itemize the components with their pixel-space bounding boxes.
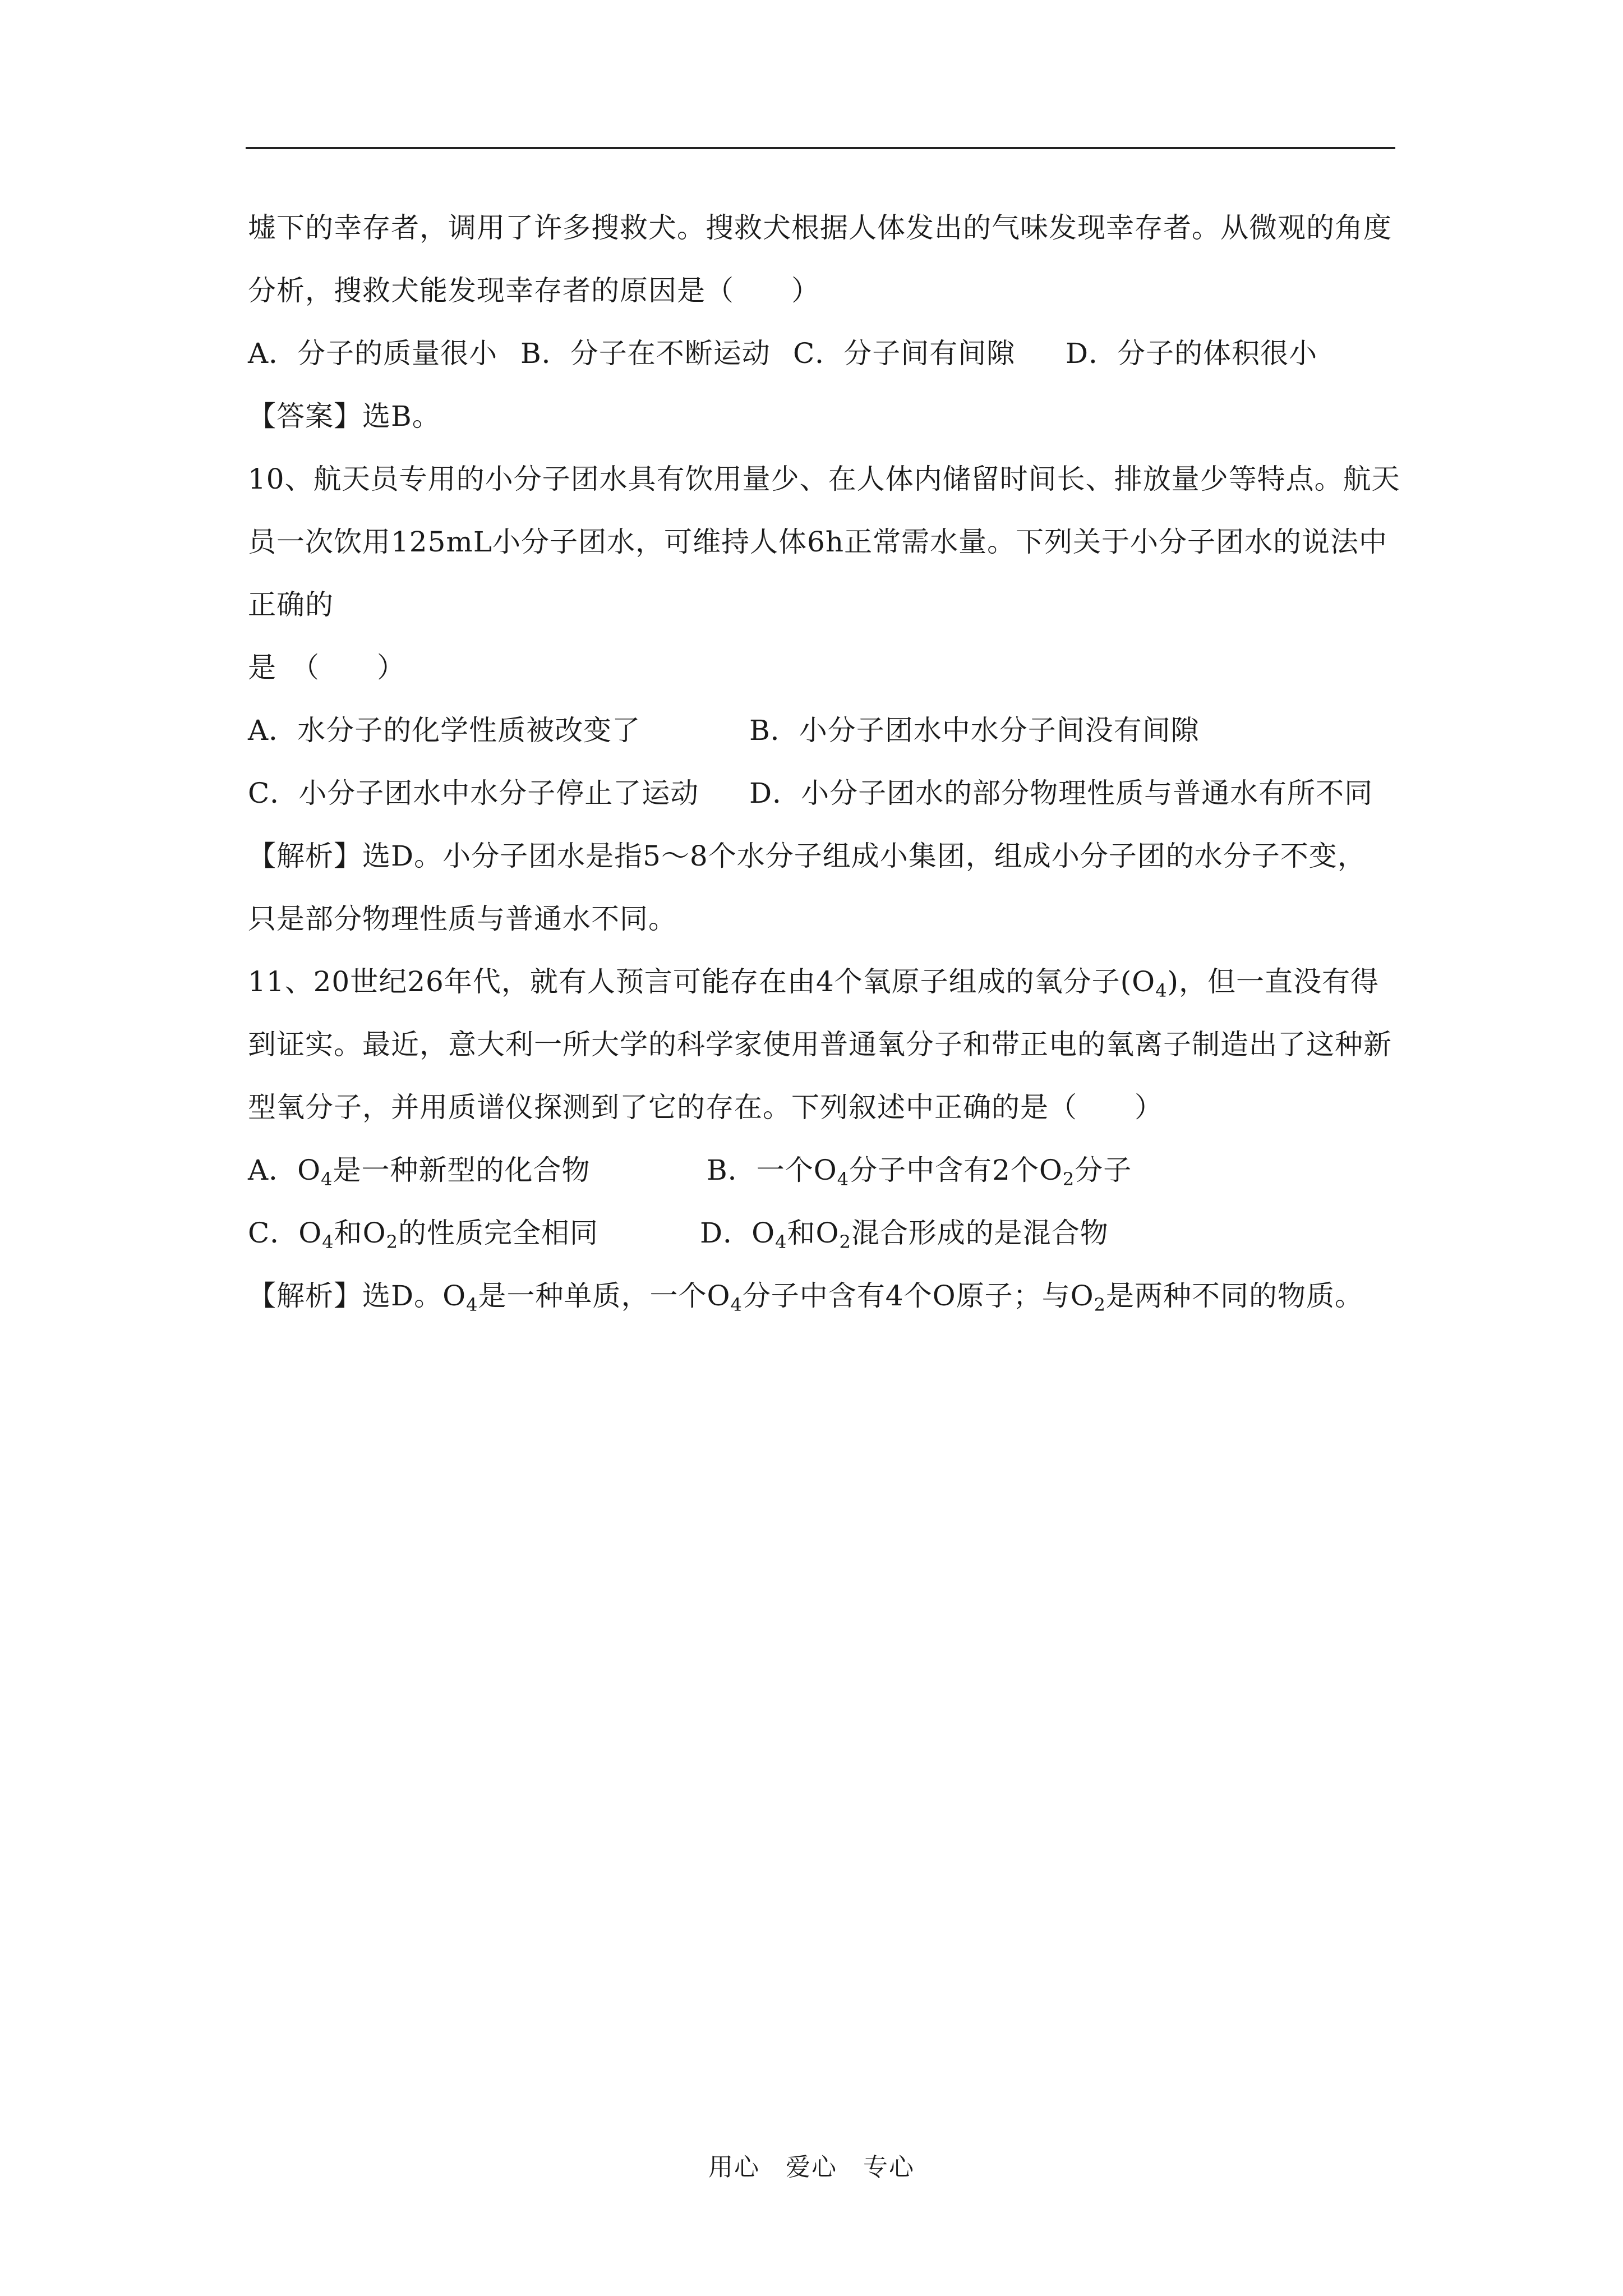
q10-analysis-line-1: 【解析】选D。小分子团水是指5～8个水分子组成小集团，组成小分子团的水分子不变， (248, 840, 1366, 872)
q11-option-c: C．$O_4$和$O_2$的性质完全相同 (248, 1217, 598, 1253)
header-rule (246, 147, 1395, 149)
q11-stem-line-3: 型氧分子，并用质谱仪探测到了它的存在。下列叙述中正确的是（ ） (248, 1091, 1163, 1124)
q10-option-d: D．小分子团水的部分物理性质与普通水有所不同 (749, 777, 1373, 809)
q10-option-c: C．小分子团水中水分子停止了运动 (248, 777, 699, 809)
q9-option-b: B．分子在不断运动 (520, 337, 771, 370)
q10-stem-line-3: 正确的 (248, 588, 334, 621)
q11-option-b: B．一个$O_4$分子中含有2个$O_2$分子 (707, 1154, 1132, 1190)
q11-option-d: D．$O_4$和$O_2$混合形成的是混合物 (700, 1217, 1109, 1253)
page-footer: 用心 爱心 专心 (708, 2153, 915, 2182)
q10-stem-line-1: 10、航天员专用的小分子团水具有饮用量少、在人体内储留时间长、排放量少等特点。航天 (248, 463, 1400, 495)
q9-option-a: A．分子的质量很小 (248, 337, 498, 370)
q10-option-a: A．水分子的化学性质被改变了 (248, 714, 641, 747)
q9-answer: 【答案】选B。 (248, 400, 441, 432)
q11-stem-line-2: 到证实。最近，意大利一所大学的科学家使用普通氧分子和带正电的氧离子制造出了这种新 (248, 1028, 1392, 1061)
q9-stem-line-2: 分析，搜救犬能发现幸存者的原因是（ ） (248, 274, 820, 307)
q10-option-b: B．小分子团水中水分子间没有间隙 (749, 714, 1200, 747)
q11-option-a: A．$O_4$是一种新型的化合物 (248, 1154, 591, 1190)
q11-stem-line-1: 11、20世纪26年代，就有人预言可能存在由4个氧原子组成的氧分子$(O_4)$，但一直没有得 (248, 965, 1380, 1001)
q11-analysis: 【解析】选D。$O_4$是一种单质，一个$O_4$分子中含有4个O原子；与$O_2$是两种不同的物质。 (248, 1280, 1363, 1315)
q10-stem-line-2: 员一次饮用125mL小分子团水，可维持人体6h正常需水量。下列关于小分子团水的说法中 (248, 526, 1388, 558)
q9-option-c: C．分子间有间隙 (793, 337, 1016, 370)
q9-option-d: D．分子的体积很小 (1066, 337, 1318, 370)
q9-stem-line-1: 墟下的幸存者，调用了许多搜救犬。搜救犬根据人体发出的气味发现幸存者。从微观的角度 (248, 211, 1392, 244)
q10-stem-line-4: 是 （ ） (248, 651, 405, 684)
q10-analysis-line-2: 只是部分物理性质与普通水不同。 (248, 903, 677, 935)
